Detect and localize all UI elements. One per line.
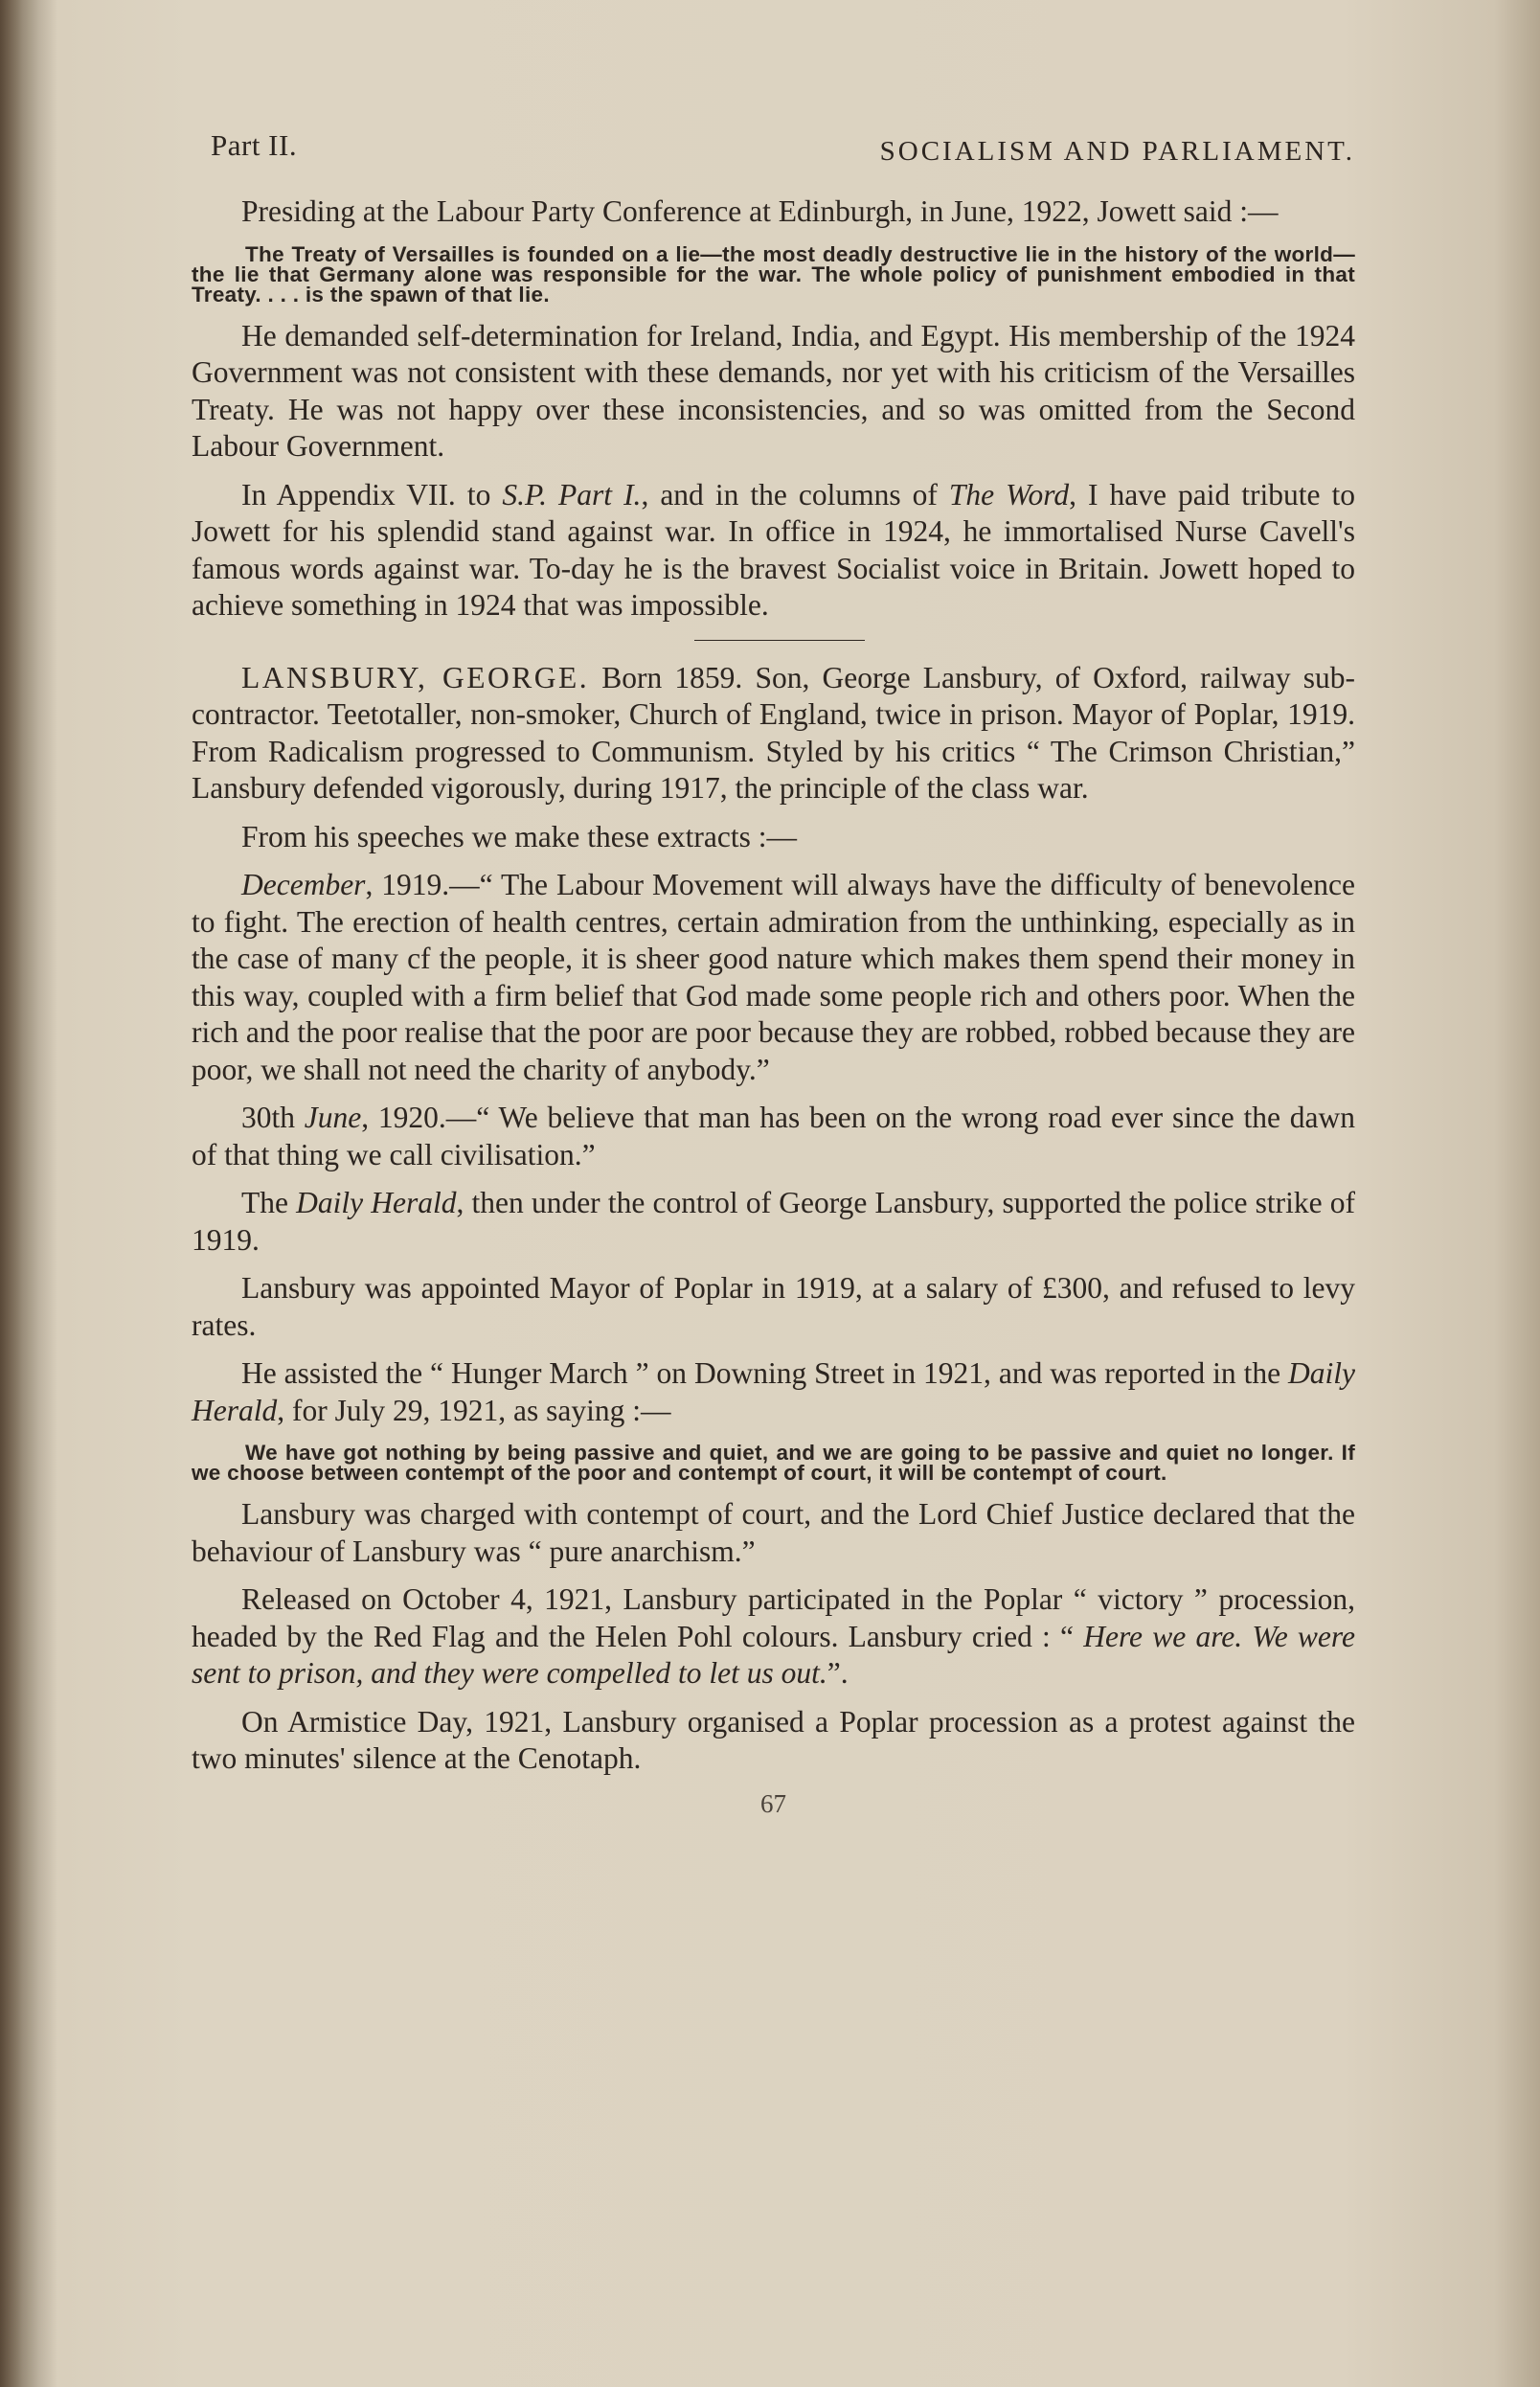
running-title: SOCIALISM AND PARLIAMENT. [879, 136, 1355, 167]
biography-text: Born 1859. Son, George Lansbury, of Oxford, railway sub-contractor. Teetotaller, non-smoker, Church of England, twice in prison. Mayor of Poplar, 1919. From Radicalism progressed to Communism. Styled by his critics “ The Crimson Christian,” Lansbury defended vigorously, during 1917, the principle of the class war. [192, 660, 1356, 805]
mayor-paragraph: Lansbury was appointed Mayor of Poplar in 1919, at a salary of £300, and refused to levy rates. [192, 1271, 1355, 1342]
december-extract [192, 867, 1355, 1088]
appendix-text-b: , and in the columns of [641, 477, 949, 512]
hunger-text-b: , for July 29, 1921, as saying :— [277, 1393, 671, 1427]
hunger-paper-title: Daily Herald [192, 1356, 1355, 1427]
june-month: June [304, 1101, 362, 1134]
armistice-paragraph: On Armistice Day, 1921, Lansbury organised a Poplar procession as a protest against the two minutes' silence at the Cenotaph. [192, 1704, 1355, 1775]
release-paragraph [192, 1581, 1355, 1693]
release-text-b: ”. [827, 1656, 849, 1690]
december-date: December [241, 868, 366, 901]
entry-name: LANSBURY, GEORGE. [241, 660, 590, 694]
jowett-intro: Presiding at the Labour Party Conference at Edinburgh, in June, 1922, Jowett said :— [241, 194, 1279, 228]
section-divider [694, 640, 865, 641]
june-text-a: 30th [241, 1101, 305, 1134]
sp-part-reference: S.P. Part I. [502, 477, 642, 512]
self-determination-paragraph: He demanded self-determination for Ireland, India, and Egypt. His membership of the 1924 Government was not consistent with these demands, nor yet with his criticism of the Versailles Treaty. He was not happy over these inconsistencies, and so was omitted from the Second Labour Government. [192, 318, 1355, 463]
herald-text-a: The [241, 1186, 297, 1219]
part-label: Part II. [211, 128, 298, 162]
december-text: , 1919.—“ The Labour Movement will always have the difficulty of benevolence to fight. The erection of health centres, certain admiration from the unthinking, especially as in the case of many cf the people, it is sheer good nature which makes them spend their money in this way, coupled with a firm belief that God made some people rich and others poor. When the rich and the poor realise that the poor are poor because they are robbed, robbed because they are poor, we shall not need the charity of anybody.” [192, 868, 1355, 1086]
appendix-text-a: In Appendix VII. to [241, 477, 503, 512]
lansbury-biography [192, 660, 1355, 807]
daily-herald-title: Daily Herald [296, 1186, 457, 1219]
appendix-text-c: , I have paid tribute to Jowett for his splendid stand against war. In office in 1924, he immortalised Nurse Cavell's famous words against war. To-day he is the bravest Socialist voice in Britain. Jowett hoped to achieve something in 1924 that was impossible. [192, 477, 1355, 622]
gutter-shadow [0, 0, 57, 2387]
contempt-paragraph: Lansbury was charged with contempt of court, and the Lord Chief Justice declared that the behaviour of Lansbury was “ pure anarchism.” [192, 1497, 1355, 1568]
page-number: 67 [760, 1788, 786, 1818]
running-head [192, 115, 1355, 182]
june-text-b: , 1920.—“ We believe that man has been on the wrong road ever since the dawn of that thing we call civilisation.” [192, 1101, 1355, 1171]
page-content [192, 115, 1355, 1819]
release-text-a: Released on October 4, 1921, Lansbury participated in the Poplar “ victory ” procession, headed by the Red Flag and the Helen Pohl colours. Lansbury cried : “ [192, 1582, 1355, 1653]
hunger-text-a: He assisted the “ Hunger March ” on Downing Street in 1921, and was reported in the [241, 1356, 1289, 1390]
passive-quiet-quote: We have got nothing by being passive and quiet, and we are going to be passive and quiet no longer. If we choose between contempt of the poor and contempt of court, it will be contempt of court. [192, 1441, 1355, 1485]
versailles-quote: The Treaty of Versailles is founded on a lie—the most deadly destructive lie in the history of the world—the lie that Germany alone was responsible for the war. The whole policy of punishment embodied in that Treaty. . . . is the spawn of that lie. [192, 241, 1355, 307]
appendix-paragraph [192, 477, 1355, 625]
herald-text-b: , then under the control of George Lansbury, supported the police strike of 1919. [192, 1186, 1355, 1257]
daily-herald-paragraph [192, 1185, 1355, 1259]
the-word-reference: The Word [948, 477, 1070, 512]
release-quote: Here we are. We were sent to prison, and they were compelled to let us out. [192, 1619, 1355, 1690]
hunger-march-paragraph [192, 1355, 1355, 1429]
extracts-intro: From his speeches we make these extracts :— [241, 819, 797, 853]
june-extract [192, 1100, 1355, 1173]
